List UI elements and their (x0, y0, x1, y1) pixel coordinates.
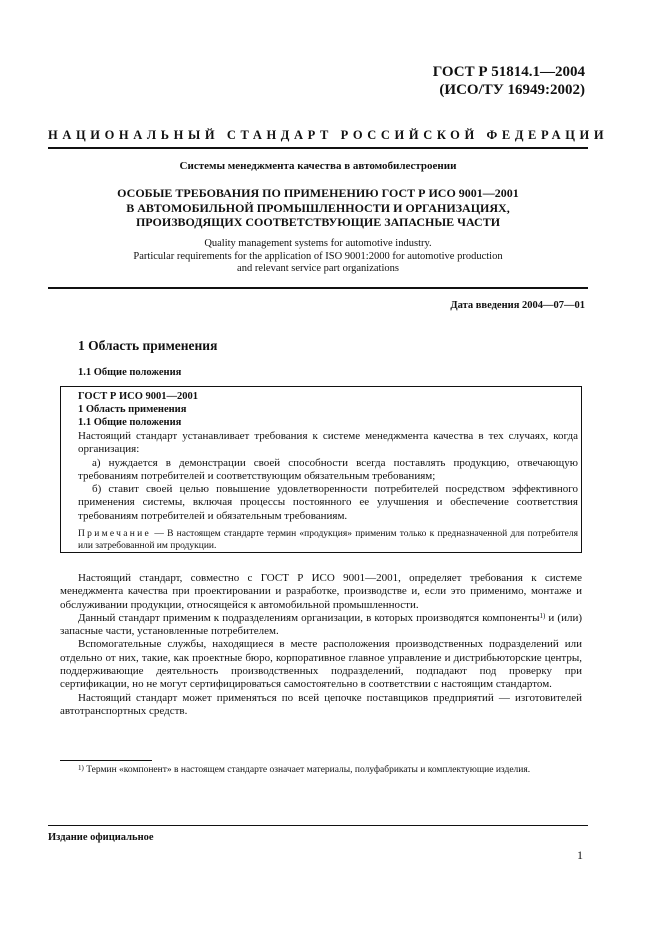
english-title-line: Quality management systems for automotive industry. (204, 238, 432, 249)
footnote-rule (60, 760, 152, 761)
subsection-heading: 1.1 Общие положения (78, 367, 182, 378)
english-title-line: Particular requirements for the application of ISO 9001:2000 for automotive production (133, 250, 503, 262)
footnote (60, 764, 582, 776)
footer-rule (48, 825, 588, 826)
subject-line: Системы менеджмента качества в автомобилестроении (179, 160, 457, 172)
excerpt-heading: 1 Область применения (78, 404, 187, 415)
english-title-line: and relevant service part organizations (237, 263, 399, 274)
title-line: ПРОИЗВОДЯЩИХ СООТВЕТСТВУЮЩИЕ ЗАПАСНЫЕ ЧАСТИ (135, 215, 501, 229)
excerpt-paragraph: Настоящий стандарт устанавливает требования к системе менеджмента качества в тех случаях, когда организация: (78, 430, 578, 456)
official-edition: Издание официальное (48, 832, 154, 843)
body-paragraph: Настоящий стандарт может применяться по всей цепочке поставщиков предприятий — изготовителей автотранспортных средств. (60, 691, 582, 717)
excerpt-subheading: 1.1 Общие положения (78, 417, 182, 428)
title-line: В АВТОМОБИЛЬНОЙ ПРОМЫШЛЕННОСТИ И ОРГАНИЗАЦИЯХ, (126, 200, 510, 215)
page-number: 1 (577, 848, 583, 862)
standard-number: ГОСТ Р 51814.1—2004 (432, 64, 585, 80)
national-standard-banner: НАЦИОНАЛЬНЫЙ СТАНДАРТ РОССИЙСКОЙ ФЕДЕРАЦИИ (48, 128, 609, 142)
note-text: — В настоящем стандарте термин «продукция» применим только к предназначенной для потребителя или затребованной им продукции. (78, 529, 579, 551)
excerpt-note (78, 528, 578, 552)
body-paragraph: Вспомогательные службы, находящиеся в месте расположения производственных подразделений или отдельно от них, такие, как проектные бюро, корпоративное главное управление и дистрибьюторские центры, поддерживающие деятельность производственных подразделений, подпадают под проверку при сертификации, но не могут сертифицироваться самостоятельно в соответствии с настоящим стандартом. (60, 638, 582, 691)
english-title (48, 238, 588, 276)
header-rule (48, 147, 588, 149)
excerpt-item-a: а) нуждается в демонстрации своей способности всегда поставлять продукцию, отвечающую требованиям потребителей и соответствующим обязательным требованиям; (78, 457, 578, 483)
footnote-mark: 1) (78, 764, 84, 772)
document-title (48, 186, 588, 230)
excerpt-item-b: б) ставит своей целью повышение удовлетворенности потребителей посредством эффективного применения системы, включая процессы постоянного ее улучшения и обеспечение соответствия требованиям потребителей и обязательным требованиям. (78, 483, 578, 522)
section-heading: 1 Область применения (78, 338, 218, 353)
body-paragraph: Настоящий стандарт, совместно с ГОСТ Р ИСО 9001—2001, определяет требования к системе менеджмента качества при проектировании и разработке, производстве и, если это применимо, монтаже и обслуживании продукции, относящейся к автомобильной промышленности. (60, 572, 582, 611)
body-paragraph (60, 612, 582, 639)
footnote-text: Термин «компонент» в настоящем стандарте означает материалы, полуфабрикаты и комплектующие изделия. (83, 765, 531, 775)
body-text (60, 572, 582, 718)
title-line: ОСОБЫЕ ТРЕБОВАНИЯ ПО ПРИМЕНЕНИЮ ГОСТ Р ИСО 9001—2001 (117, 186, 519, 200)
body-text-fragment: и (или) запасные части, установленные потребителем. (60, 611, 582, 638)
title-rule (48, 287, 588, 289)
introduction-date: Дата введения 2004—07—01 (450, 300, 585, 311)
excerpt-reference: ГОСТ Р ИСО 9001—2001 (78, 391, 199, 402)
body-text-fragment: Данный стандарт применим к подразделениям организации, в которых производятся компоненты (78, 611, 540, 624)
footnote-reference: 1) (539, 611, 546, 620)
iso-reference: (ИСО/ТУ 16949:2002) (439, 82, 585, 98)
note-label: Примечание (78, 529, 152, 539)
